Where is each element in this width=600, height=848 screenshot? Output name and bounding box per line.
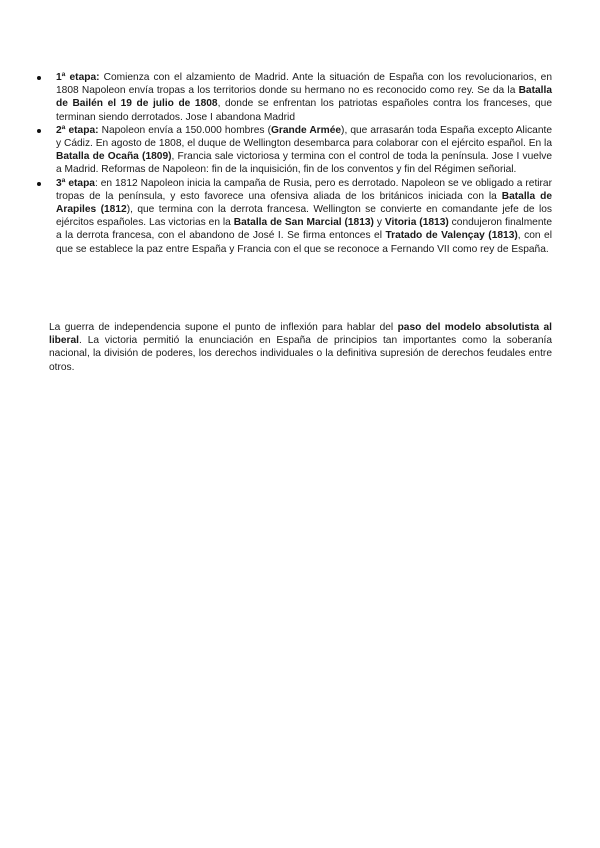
highlight-vitoria: Vitoria (1813) (384, 217, 449, 229)
stage-1-label: 1ª etapa: (56, 72, 100, 83)
text-run: , Francia sale victoriosa y termina con el control de toda la península. Jose I vuelve a Madrid. Reformas de Napoleon: fin de la inquisición, fin de los conventos y fin del Régimen señorial. (56, 151, 552, 176)
highlight-ocana: Batalla de Ocaña (1809) (56, 151, 172, 163)
conclusion-paragraph (49, 321, 552, 374)
text-run: y (373, 217, 385, 229)
text-run: ), que arrasarán toda España excepto Alicante y Cádiz. En agosto de 1808, el duque de Wellington desembarca para colaborar con el ejército español. En la (56, 124, 552, 150)
bullet-icon (37, 76, 41, 80)
list-item-stage-3 (32, 177, 552, 256)
stage-1-text (56, 71, 552, 124)
highlight-san-marcial: Batalla de San Marcial (1813) (233, 217, 374, 229)
text-run: ), que termina con la derrota francesa. Wellington se convierte en comandante jefe de los ejércitos españoles. Las victorias en la (56, 204, 552, 229)
bullet-icon (37, 182, 41, 186)
highlight-grande-armee: Grande Armée (270, 124, 342, 136)
text-run: Napoleon envía a 150.000 hombres ( (98, 124, 271, 136)
text-run: . La victoria permitió la enunciación en España de principios tan importantes como la soberanía nacional, la división de poderes, los derechos individuales o la definitiva supresión de derechos feudales entre otros. (49, 335, 552, 373)
stage-2-text (56, 124, 552, 177)
text-run: La guerra de independencia supone el punto de inflexión para hablar del (49, 322, 398, 333)
bullet-icon (37, 129, 41, 133)
highlight-arapiles: Batalla de Arapiles (1812 (56, 190, 552, 216)
text-run: Comienza con el alzamiento de Madrid. Ante la situación de España con los revolucionarios, en 1808 Napoleon envía tropas a los territorios donde su hermano no es reconocido como rey. Se da la (56, 72, 552, 97)
list-item-stage-1 (32, 71, 552, 124)
text-run: , con el que se establece la paz entre España y Francia con el que se reconoce a Fernando VII como rey de España. (56, 230, 552, 255)
highlight-bailen: Batalla de Bailén el 19 de julio de 1808 (56, 85, 552, 110)
highlight-valencay: Tratado de Valençay (1813) (385, 230, 518, 242)
text-run: : en 1812 Napoleon inicia la campaña de Rusia, pero es derrotado. Napoleon se ve obligado a retirar tropas de la península, y esto favorece una ofensiva aliada de los británicos iniciada con la (56, 177, 552, 202)
highlight-modelo-liberal: paso del modelo absolutista al liberal (49, 322, 552, 347)
stage-3-text (56, 177, 552, 256)
text-run: condujeron finalmente a la derrota francesa, con el abandono de José I. Se firma entonces el (56, 217, 553, 242)
stage-3-label: 3ª etapa (56, 177, 95, 189)
stages-list (32, 71, 552, 256)
list-item-stage-2 (32, 124, 552, 177)
text-run: , donde se enfrentan los patriotas españoles contra los franceses, que terminan siendo derrotados. Jose I abandona Madrid (56, 98, 552, 123)
stage-2-label: 2ª etapa: (56, 124, 99, 136)
conclusion-text (49, 321, 552, 374)
